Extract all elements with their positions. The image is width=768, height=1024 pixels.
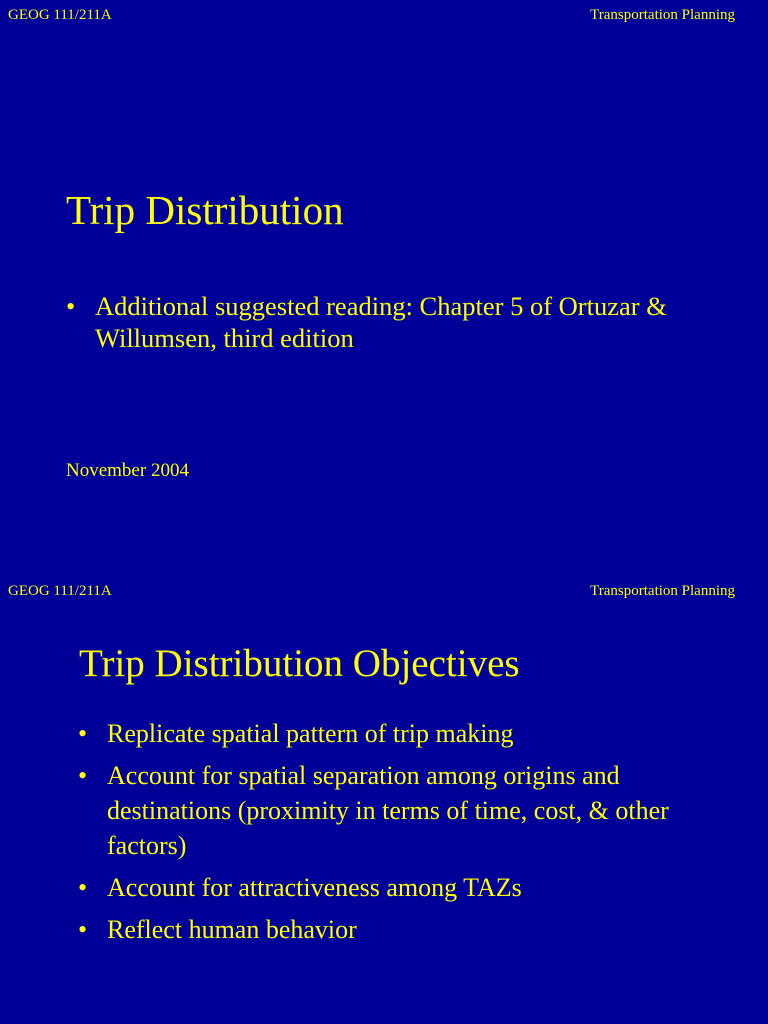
bullet-text: Additional suggested reading: Chapter 5 of Ortuzar & Willumsen, third edition — [95, 291, 667, 353]
bullet-item — [78, 912, 748, 947]
course-title-header: Transportation Planning — [590, 583, 735, 599]
slide-title: Trip Distribution Objectives — [79, 642, 520, 685]
bullet-text: Replicate spatial pattern of trip making — [107, 719, 514, 748]
bullet-icon: • — [78, 719, 88, 748]
bullet-list — [66, 290, 746, 354]
bullet-icon: • — [66, 291, 76, 321]
bullet-item — [78, 870, 748, 905]
bullet-item — [78, 758, 748, 863]
bullet-icon: • — [78, 873, 88, 902]
slide-title: Trip Distribution — [66, 187, 344, 233]
course-title-header: Transportation Planning — [590, 7, 735, 23]
bullet-icon: • — [78, 761, 88, 790]
slide-trip-distribution-objectives — [0, 576, 768, 1024]
bullet-item — [66, 290, 746, 354]
bullet-text: Reflect human behavior — [107, 915, 357, 944]
bullet-text: Account for attractiveness among TAZs — [107, 873, 522, 902]
slide-date: November 2004 — [66, 460, 189, 481]
course-code-header: GEOG 111/211A — [8, 583, 112, 599]
bullet-item — [78, 716, 748, 751]
course-code-header: GEOG 111/211A — [8, 7, 112, 23]
bullet-list — [78, 716, 748, 954]
bullet-text: Account for spatial separation among origins and destinations (proximity in terms of time, cost, & other factors) — [107, 761, 669, 860]
bullet-icon: • — [78, 915, 88, 944]
